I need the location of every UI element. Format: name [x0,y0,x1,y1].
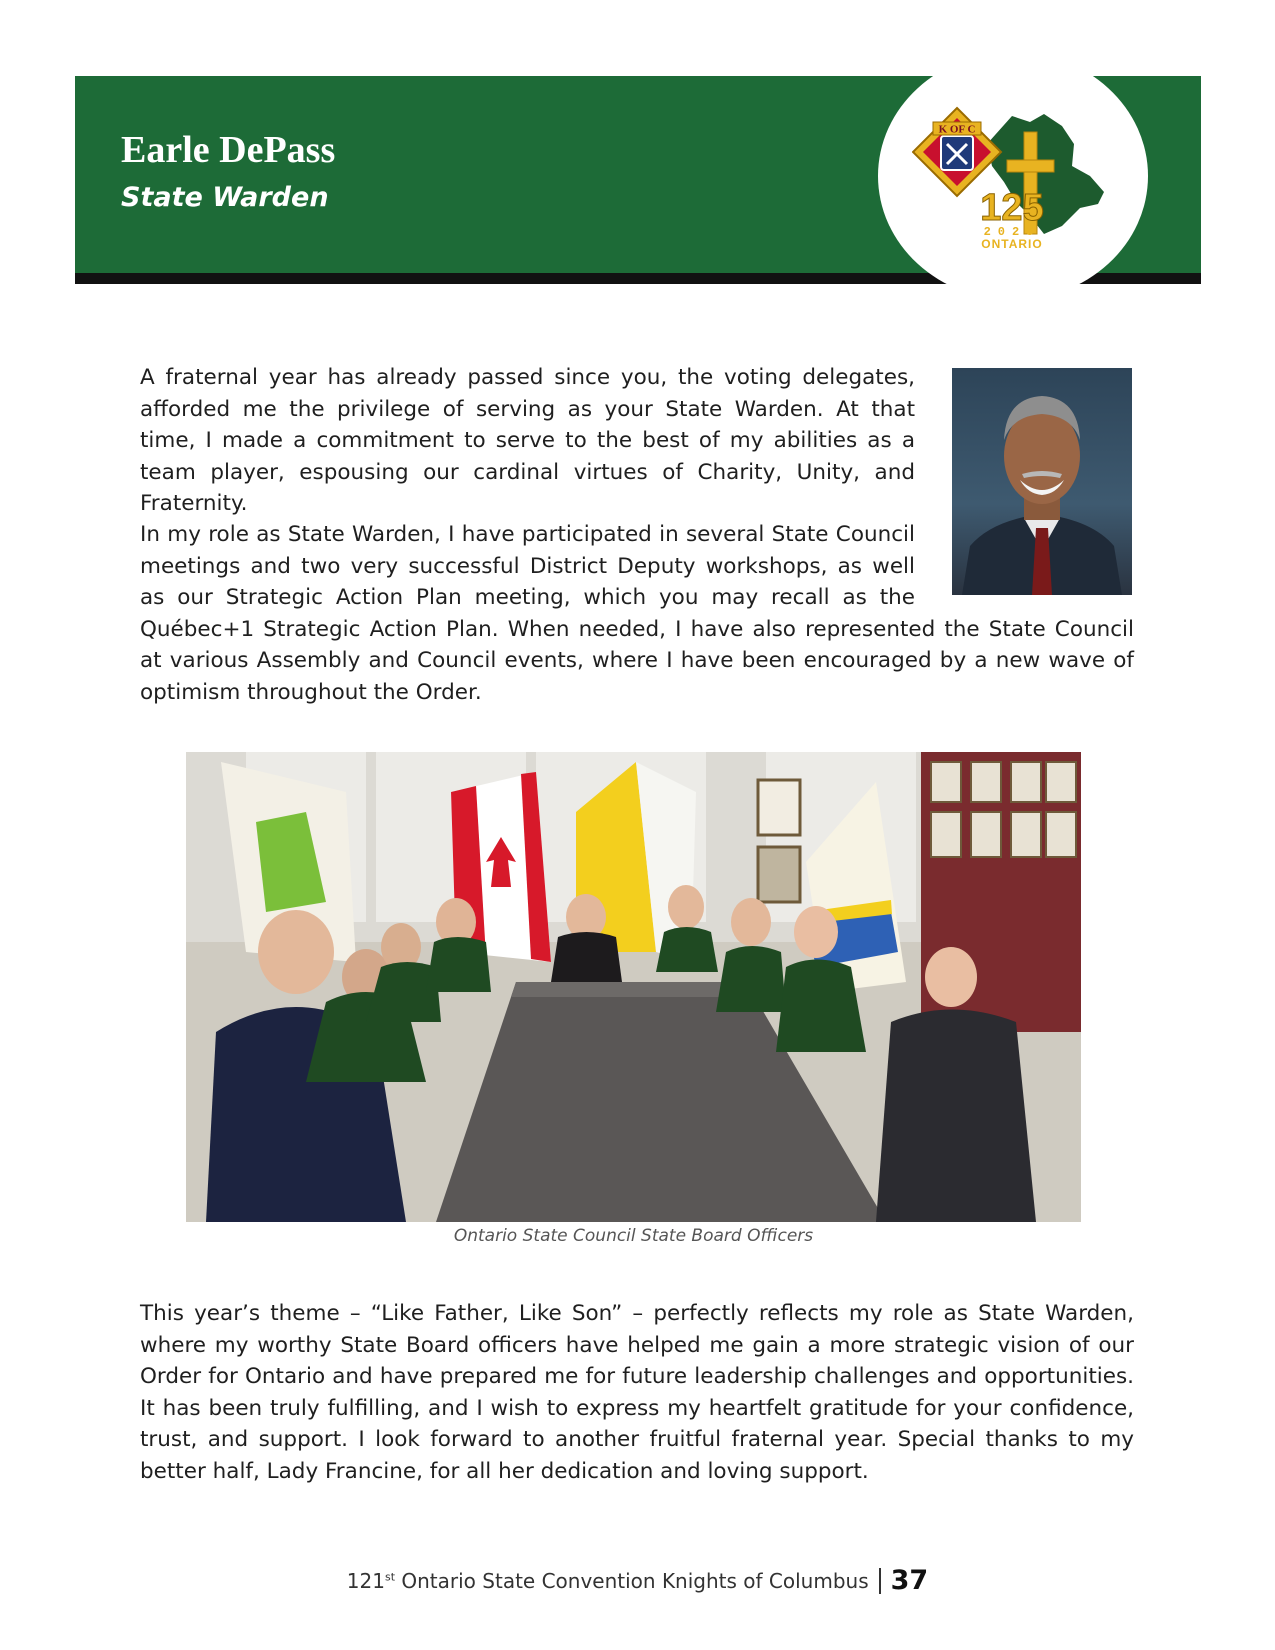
kofc-125-ontario-logo-icon [912,104,1112,254]
footer-edition-suffix: st [384,1569,396,1583]
footer-edition-group [347,1569,869,1593]
group-photo [186,752,1081,1222]
person-role: State Warden [121,182,329,213]
logo-emblem-text: K OF C [938,123,976,136]
logo-region: ONTARIO [981,237,1043,251]
paragraph-role [140,519,1134,708]
footer-title: Ontario State Convention Knights of Columbus [401,1568,869,1593]
paragraph-role-text: In my role as State Warden, I have participated in several State Council meetings and two very successful District Deputy workshops, as well as our Strategic Action Plan meeting, which you may recall as the Québec+1 Strategic Action Plan. When needed, I have also represented the State Council at various Assembly and Council events, where I have been encouraged by a new wave of optimism throughout the Order. [140,522,1134,705]
photo-caption: Ontario State Council State Board Officers [453,1226,814,1246]
footer-separator [879,1568,881,1594]
page-number: 37 [890,1565,929,1596]
paragraph-theme: This year’s theme – “Like Father, Like Son” – perfectly reflects my role as State Warden, where my worthy State Board officers have helped me gain a more strategic vision of our Order for Ontario and have prepared me for future leadership challenges and opportunities. It has been truly fulfilling, and I wish to express my heartfelt gratitude for your confidence, trust, and support. I look forward to another fruitful fraternal year. Special thanks to my better half, Lady Francine, for all her dedication and loving support. [140,1301,1134,1484]
page-footer [0,1565,1275,1596]
person-name: Earle DePass [121,129,336,171]
paragraph-intro: A fraternal year has already passed since you, the voting delegates, afforded me the privilege of serving as your State Warden. At that time, I made a commitment to serve to the best of my abilities as a team player, espousing our cardinal virtues of Charity, Unity, and Fraternity. [140,365,915,516]
logo-year: 2025 [983,225,1041,239]
logo-number: 125 [980,187,1044,229]
footer-edition: 121 [346,1568,385,1593]
portrait-wrap-spacer [915,519,1134,591]
